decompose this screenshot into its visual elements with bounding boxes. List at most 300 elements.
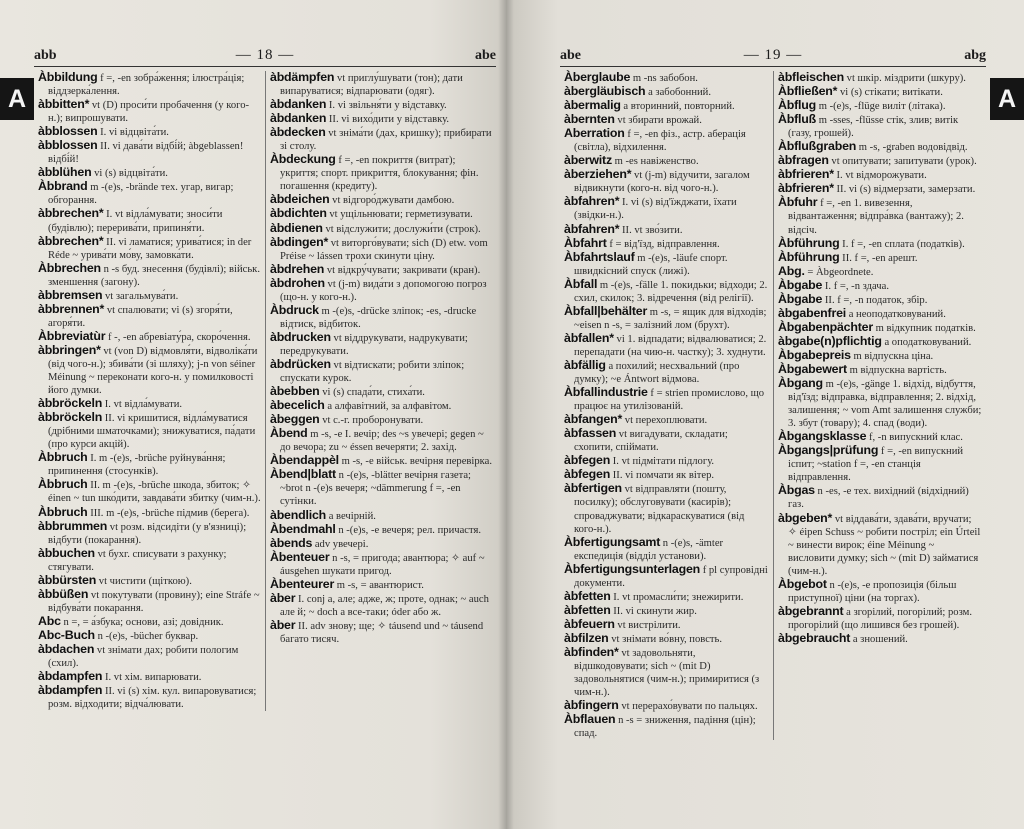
entry-headword: Àbdeckung: [270, 152, 336, 167]
entry-headword: àbgabe(n)pflichtig: [778, 333, 882, 348]
entry-definition: adv увечері.: [314, 538, 369, 550]
entry-headword: Àbbrand: [38, 179, 88, 194]
entry-definition: I. vt відла́мувати.: [104, 399, 183, 411]
entry-headword: àbblossen: [38, 138, 98, 153]
entry-definition: a неоподатковуваний.: [848, 308, 946, 320]
entry-headword: àbends: [270, 535, 313, 550]
entry-headword: àbfleischen: [778, 70, 844, 84]
entry-definition: vt віддрукувати, надрукувати; передрукувати.: [280, 332, 468, 357]
entry-definition: m -(e)s, -drücke зліпок; -es, -drucke відтиск, відбиток.: [280, 305, 477, 330]
column-right: [265, 71, 496, 711]
entry-headword: àberwitz: [564, 153, 612, 168]
entry-headword: àbbrummen: [38, 518, 108, 533]
page-number: — 18 —: [235, 47, 295, 63]
dictionary-entry: [270, 399, 492, 413]
dictionary-entry: [564, 454, 769, 468]
entry-definition: m -(e)s, -brände тех. угар, вигар; обгорання.: [48, 182, 234, 207]
dictionary-entry: [270, 619, 492, 646]
entry-definition: vt відтискати; робити зліпок; спускати курок.: [280, 359, 465, 385]
column-right: [773, 71, 986, 740]
dictionary-entry: [38, 411, 261, 451]
entry-definition: f -, -en абревіату́ра, скоро́чення.: [108, 331, 251, 343]
entry-headword: Àbbildung: [38, 70, 98, 84]
entry-definition: I. vt відморожувати.: [836, 170, 927, 182]
dictionary-entry: [38, 344, 261, 397]
thumb-index-tab: A: [990, 78, 1024, 120]
dictionary-entry: [778, 140, 982, 154]
dictionary-entry: [564, 646, 769, 699]
entry-definition: f, -n випускний клас.: [868, 432, 963, 444]
dictionary-entry: [564, 85, 769, 99]
entry-definition: f =, -en фіз., астр. аберація (світла), відхилення.: [574, 129, 746, 154]
entry-definition: a оподатковуваний.: [884, 336, 972, 348]
entry-headword: Àbendappèl: [270, 453, 339, 468]
entry-headword: Àbfahrtslauf: [564, 249, 635, 264]
entry-definition: f =, -en зобра́ження; ілюстра́ція; віддзерка́лення.: [48, 73, 245, 98]
entry-columns: [560, 71, 986, 740]
entry-headword: àbecelich: [270, 398, 325, 413]
dictionary-entry: [270, 71, 492, 98]
entry-headword: Àbfertigungsunterlagen: [564, 561, 701, 576]
entry-headword: àbgebraucht: [778, 630, 851, 645]
entry-definition: vt перерахо́вувати по пальцях.: [621, 701, 758, 713]
entry-headword: àbbröckeln: [38, 410, 103, 425]
entry-definition: n -(e)s, -bücher буквар.: [97, 630, 199, 642]
dictionary-entry: [270, 537, 492, 551]
dictionary-entry: [270, 112, 492, 126]
entry-definition: II. vi дава́ти відбі́й; àbgeblassen! відбі́й!: [48, 141, 244, 166]
entry-headword: àbbrechen*: [38, 206, 104, 221]
entry-headword: àbfinden*: [564, 644, 619, 659]
dictionary-entry: [778, 578, 982, 605]
dictionary-entry: [38, 139, 261, 166]
dictionary-entry: [38, 506, 261, 520]
dictionary-entry: [38, 643, 261, 670]
entry-definition: vt вигадувати, складати; схопити, спіймати.: [574, 429, 728, 454]
dictionary-entry: [778, 154, 982, 168]
entry-headword: àbendlich: [270, 507, 327, 522]
entry-headword: àber: [270, 617, 296, 632]
entry-definition: vt (j-m) вида́ти з допомогою погроз (що-н. у кого-н.).: [280, 278, 487, 303]
entry-definition: n -(e)s, -e пропозиція (більш приступної) ціни (на торгах).: [788, 579, 957, 604]
entry-headword: àbdrücken: [270, 356, 331, 371]
entry-headword: àbernten: [564, 112, 615, 127]
dictionary-entry: [270, 153, 492, 193]
entry-definition: I. vt промасли́ти; знежирити.: [613, 591, 744, 603]
entry-headword: àbdampfen: [38, 683, 103, 698]
entry-definition: m відпускна ціна.: [853, 350, 934, 362]
dictionary-entry: [270, 592, 492, 619]
dictionary-entry: [564, 127, 769, 154]
entry-definition: I. vt підмітати підлогу.: [612, 456, 715, 468]
entry-definition: n -es, -e тех. вихідний (відхідний) газ.: [788, 486, 969, 511]
dictionary-entry: [270, 578, 492, 592]
dictionary-entry: [38, 478, 261, 505]
entry-headword: àbfegen: [564, 453, 611, 468]
dictionary-entry: [38, 303, 261, 330]
dictionary-entry: [778, 444, 982, 484]
entry-headword: Àbgabe: [778, 277, 823, 292]
entry-definition: vt виторго́вувати; sich (D) etw. vom Préise ~ lássen трохи скинути ціну.: [280, 237, 488, 262]
page-header: [560, 44, 986, 67]
entry-definition: vt розм. відсидіти (у в'язниці); відбути (покарання).: [48, 521, 247, 546]
dictionary-entry: [270, 263, 492, 277]
entry-definition: vt опитувати; запитувати (урок).: [831, 156, 977, 168]
header-last-word: abg: [964, 48, 986, 63]
dictionary-entry: [778, 265, 982, 279]
entry-headword: àbdrucken: [270, 329, 331, 344]
dictionary-entry: [270, 222, 492, 236]
entry-definition: vt спалювати; vi (s) згоря́ти, агоря́ти.: [48, 304, 233, 329]
entry-headword: àbblossen: [38, 124, 98, 139]
entry-definition: a алфавітний, за алфавітом.: [327, 401, 452, 413]
entry-headword: àbeggen: [270, 412, 320, 427]
entry-definition: = Àbgeordnete.: [807, 266, 874, 278]
dictionary-entry: [38, 520, 261, 547]
dictionary-entry: [564, 427, 769, 454]
entry-headword: àbfahren*: [564, 194, 620, 209]
entry-headword: àbfeuern: [564, 616, 615, 631]
entry-definition: m відпускна вартість.: [849, 364, 947, 376]
entry-definition: f =, -en 1. вивезення, відвантаження; відпра́вка (вантажу); 2. відсіч.: [788, 198, 964, 236]
entry-definition: vi (s) стікати; витікати.: [839, 87, 943, 99]
entry-headword: Àbgang: [778, 376, 823, 391]
dictionary-entry: [270, 304, 492, 331]
entry-definition: I. vi звільня́ти у відставку.: [328, 100, 447, 112]
dictionary-entry: [564, 195, 769, 222]
dictionary-entry: [778, 293, 982, 307]
entry-definition: vt загальмува́ти.: [104, 290, 179, 302]
entry-headword: àbbröckeln: [38, 396, 103, 411]
entry-definition: vt (D) проси́ти пробачення (у кого-н.); випрошувати.: [48, 100, 250, 125]
dictionary-entry: [778, 307, 982, 321]
entry-definition: I. conj а, але; адже, ж; проте, однак; ~ auch але й; ~ doch а все-таки; óder або ж.: [280, 593, 489, 618]
column-left: [560, 71, 773, 740]
dictionary-entry: [38, 615, 261, 629]
entry-headword: àbermalig: [564, 98, 621, 113]
entry-headword: Àbfluß: [778, 112, 817, 127]
entry-headword: àbfegen: [564, 467, 611, 482]
dictionary-entry: [270, 385, 492, 399]
right-page: [506, 0, 1024, 829]
page-header: [34, 44, 496, 67]
entry-definition: n =, = а́збука; основи, азі; довідник.: [63, 616, 224, 628]
entry-definition: I. vi відцвіта́ти.: [100, 127, 169, 139]
entry-definition: m -(e)s, -läufe спорт. швидкісний спуск (лижі).: [574, 252, 728, 277]
entry-headword: àbfrieren*: [778, 167, 834, 182]
dictionary-entry: [564, 604, 769, 618]
dictionary-entry: [564, 113, 769, 127]
entry-definition: II. m -(e)s, -brüche шкода, збиток; ✧ éinen ~ tun шко́дити, завдава́ти збитку (чим-н.).: [48, 480, 261, 505]
entry-headword: Àbend|blatt: [270, 467, 336, 482]
dictionary-entry: [778, 484, 982, 511]
entry-headword: Àbbruch: [38, 504, 88, 519]
entry-headword: àbdämpfen: [270, 70, 335, 84]
dictionary-entry: [38, 330, 261, 344]
entry-definition: vt c.-г. проборонувати.: [322, 415, 424, 427]
entry-headword: àbfangen*: [564, 412, 623, 427]
entry-definition: n -(e)s, -ämter експедиція (відділ установи).: [574, 537, 724, 562]
dictionary-entry: [564, 278, 769, 305]
dictionary-entry: [778, 237, 982, 251]
entry-headword: àbfilzen: [564, 630, 609, 645]
entry-definition: m -es навіженство.: [614, 156, 699, 168]
column-left: [34, 71, 265, 711]
dictionary-entry: [38, 574, 261, 588]
entry-definition: a вторинний, повторний.: [623, 101, 735, 113]
entry-definition: II. vt зво́зити.: [622, 224, 683, 236]
header-last-word: abe: [475, 48, 496, 63]
entry-headword: Àbbrechen: [38, 260, 101, 275]
entry-headword: àbbürsten: [38, 572, 97, 587]
entry-definition: I. m -(e)s, -brüche руйнува́ння; припинення (стосунків).: [48, 453, 226, 478]
entry-definition: vi 1. відпадати; відвалюватися; 2. перепадати (на чию-н. частку); 3. худнути.: [574, 333, 767, 358]
entry-definition: vt збирати врожай.: [617, 115, 702, 127]
dictionary-entry: [564, 99, 769, 113]
entry-headword: àberziehen*: [564, 167, 632, 182]
entry-headword: àbdachen: [38, 641, 95, 656]
dictionary-entry: [778, 512, 982, 578]
entry-definition: a похилий; несхвальний (про думку); ~e Ántwort відмова.: [574, 360, 740, 386]
entry-headword: àbergläubisch: [564, 84, 646, 99]
entry-definition: a забобонний.: [648, 87, 711, 99]
entry-definition: II. vi вихо́дити у відставку.: [328, 114, 450, 126]
dictionary-entry: [778, 113, 982, 140]
entry-headword: àbbitten*: [38, 97, 90, 112]
entry-headword: Àbbruch: [38, 477, 88, 492]
entry-headword: Àbfall|behälter: [564, 303, 648, 318]
entry-definition: m -s, = авантюрист.: [336, 579, 424, 591]
entry-headword: Àbfall: [564, 276, 598, 291]
entry-headword: àbdienen: [270, 220, 323, 235]
dictionary-entry: [778, 71, 982, 85]
dictionary-entry: [270, 468, 492, 508]
dictionary-entry: [778, 196, 982, 236]
entry-headword: Àbfallindustrie: [564, 385, 648, 400]
entry-definition: vi (s) відцвіта́ти.: [94, 168, 168, 180]
entry-definition: vi (s) спада́ти, стиха́ти.: [322, 387, 425, 399]
dictionary-entry: [564, 468, 769, 482]
entry-definition: a згорілий, погорілий; розм. прогорілий (що лишився без грошей).: [788, 606, 972, 631]
entry-definition: vt (von D) відмовля́ти, відволіка́ти (від чого-н.); збива́ти (зі шляху); j-n von séiner Méinung ~ переконати кого-н. у помилковості його думки.: [48, 345, 258, 397]
dictionary-entry: [270, 551, 492, 578]
dictionary-entry: [38, 588, 261, 615]
dictionary-entry: [38, 451, 261, 478]
dictionary-entry: [270, 126, 492, 153]
book-spine-shadow: [498, 0, 514, 829]
entry-headword: Àbgabenpächter: [778, 319, 873, 334]
entry-headword: Àbfertigungsamt: [564, 534, 661, 549]
entry-headword: àbfrieren*: [778, 181, 834, 196]
entry-definition: vt шкір. міздрити (шкуру).: [846, 73, 966, 84]
entry-headword: àbgebrannt: [778, 603, 844, 618]
entry-headword: àbdingen*: [270, 234, 329, 249]
dictionary-entry: [778, 335, 982, 349]
entry-headword: Àbend: [270, 426, 308, 441]
entry-headword: Aberration: [564, 126, 625, 141]
entry-headword: àbbrechen*: [38, 233, 104, 248]
entry-headword: àbfingern: [564, 698, 619, 713]
entry-definition: m -sses, -flüsse стік, злив; витік (газу, грошей).: [788, 115, 959, 140]
dictionary-entry: [270, 277, 492, 304]
entry-definition: II. vi (s) хім. кул. випаровуватися; розм. відходити; відча́лювати.: [48, 686, 257, 711]
entry-definition: vt відкру́чувати; закривати (кран).: [326, 264, 481, 276]
entry-definition: vt ущільнювати; герметизувати.: [329, 209, 473, 221]
entry-definition: vt відправляти (пошту, посилку); обслуговувати (касирів); спроваджувати; відкараскуватися (від кого-н.).: [574, 484, 745, 535]
entry-definition: a зношений.: [852, 633, 908, 645]
entry-definition: m відкупник податків.: [875, 322, 976, 334]
entry-definition: vt вистрілити.: [617, 619, 681, 631]
entry-definition: I. vt хім. випарювати.: [104, 672, 202, 684]
entry-definition: f =, -en випускний іспит; ~station f =, -en станція відправлення.: [788, 446, 964, 484]
dictionary-entry: [38, 207, 261, 234]
dictionary-entry: [38, 98, 261, 125]
header-first-word: abe: [560, 48, 581, 63]
dictionary-entry: [778, 632, 982, 646]
entry-definition: m -(e)s, -flüge виліт (літака).: [818, 101, 946, 113]
entry-headword: Àbflug: [778, 98, 817, 113]
entry-headword: àbfetten: [564, 588, 611, 603]
entry-definition: II. vi (s) відмерзати, замерзати.: [836, 184, 976, 196]
dictionary-entry: [778, 377, 982, 430]
entry-definition: II. adv знову; ще; ✧ táusend und ~ táusend багато тисяч.: [280, 620, 484, 645]
entry-definition: vt відгоро́джувати дамбою.: [332, 195, 455, 207]
entry-headword: àbgabenfrei: [778, 305, 847, 320]
dictionary-entry: [564, 413, 769, 427]
dictionary-entry: [564, 168, 769, 195]
entry-headword: àbdanken: [270, 97, 327, 112]
dictionary-entry: [564, 359, 769, 386]
dictionary-entry: [778, 85, 982, 99]
entry-definition: m -(e)s, -fälle 1. покидьки; відходи; 2. схил, скилок; 3. відречення (від релігії).: [574, 279, 768, 304]
entry-definition: n -s = зниження, падіння (цін); спад.: [574, 715, 756, 740]
entry-headword: àbfetten: [564, 602, 611, 617]
dictionary-entry: [38, 670, 261, 684]
dictionary-entry: [564, 154, 769, 168]
dictionary-entry: [270, 331, 492, 358]
entry-headword: àbblühen: [38, 165, 92, 180]
entry-definition: II. vi помчати як вітер.: [612, 470, 715, 482]
entry-headword: Àbendmahl: [270, 521, 336, 536]
entry-definition: m -s, -e військ. вечірня перевірка.: [341, 456, 492, 468]
entry-headword: àbfassen: [564, 426, 617, 441]
dictionary-entry: [778, 321, 982, 335]
entry-definition: m -ns забобон.: [632, 73, 698, 84]
entry-headword: àbfahren*: [564, 221, 620, 236]
entry-definition: n -(e)s, -e вечеря; рел. причастя.: [338, 524, 481, 536]
entry-headword: Àbflußgraben: [778, 139, 857, 154]
dictionary-entry: [564, 305, 769, 332]
dictionary-entry: [38, 547, 261, 574]
entry-headword: Àbenteurer: [270, 576, 335, 591]
entry-headword: Abc-Buch: [38, 627, 95, 642]
dictionary-entry: [270, 523, 492, 537]
entry-headword: àbbremsen: [38, 287, 103, 302]
entry-headword: Àbgas: [778, 483, 815, 498]
entry-headword: Àbenteuer: [270, 549, 330, 564]
dictionary-entry: [778, 363, 982, 377]
entry-headword: Àbfuhr: [778, 195, 818, 210]
entry-definition: I. f =, -n здача.: [824, 280, 889, 292]
dictionary-entry: [564, 223, 769, 237]
entry-columns: [34, 71, 496, 711]
entry-definition: m -s, -e I. вечір; des ~s увечері; gegen ~ до вечора; zu ~ éssen вечеряти; 2. захід.: [280, 429, 484, 454]
dictionary-entry: [778, 168, 982, 182]
entry-headword: Àbflauen: [564, 712, 616, 727]
entry-headword: àbdrohen: [270, 275, 325, 290]
dictionary-entry: [270, 236, 492, 263]
entry-headword: Àbführung: [778, 235, 840, 250]
entry-definition: m -s, -graben водовідвід.: [858, 142, 968, 154]
entry-definition: vt приглу́шувати (тон); дати випаруватися; відпарювати (одяг).: [280, 73, 463, 98]
dictionary-entry: [270, 207, 492, 221]
entry-headword: Àbbruch: [38, 450, 88, 465]
entry-headword: àbdeichen: [270, 192, 330, 207]
entry-definition: I. vi (s) від'їжджати, їхати (звідки-н.).: [574, 197, 737, 222]
dictionary-entry: [38, 235, 261, 262]
page-number: — 19 —: [743, 47, 803, 63]
dictionary-entry: [564, 713, 769, 740]
entry-headword: àbdampfen: [38, 669, 103, 684]
entry-headword: Àbgabepreis: [778, 347, 851, 362]
dictionary-entry: [564, 71, 769, 85]
entry-headword: Àbgebot: [778, 576, 827, 591]
entry-definition: II. vi ламатися; урива́тися; in der Réde ~ урива́ти мо́ву, замовка́ти.: [48, 236, 252, 261]
entry-definition: n -(e)s, -blätter вечірня газета; ~brot n -(e)s вечеря; ~dämmerung f =, -en сутінки.: [280, 470, 471, 508]
dictionary-entry: [38, 629, 261, 643]
dictionary-entry: [564, 237, 769, 251]
dictionary-entry: [270, 193, 492, 207]
entry-definition: II. f =, -en арешт.: [842, 252, 918, 264]
dictionary-entry: [564, 482, 769, 535]
entry-headword: àbbringen*: [38, 342, 101, 357]
entry-definition: n -s буд. знесення (будівлі); військ. зменшення (загону).: [48, 263, 260, 288]
entry-headword: àbfällig: [564, 357, 606, 372]
entry-headword: àbfallen*: [564, 330, 614, 345]
entry-definition: II. vi скинути жир.: [613, 605, 697, 617]
entry-headword: Àberglaube: [564, 70, 631, 84]
dictionary-entry: [270, 358, 492, 385]
dictionary-entry: [38, 684, 261, 711]
entry-definition: II. vi кришитися, відла́муватися (дрібними шматочками); знижуватися, па́дати (про курси акцій).: [48, 413, 256, 451]
entry-headword: Àbgangsklasse: [778, 429, 867, 444]
entry-headword: àbdichten: [270, 206, 327, 221]
entry-headword: àbbuchen: [38, 545, 95, 560]
entry-headword: àbgeben*: [778, 510, 833, 525]
entry-headword: Àbfahrt: [564, 235, 607, 250]
entry-headword: àbdanken: [270, 111, 327, 126]
entry-headword: Abc: [38, 613, 61, 628]
dictionary-entry: [38, 125, 261, 139]
entry-headword: Àbfließen*: [778, 84, 838, 99]
entry-definition: vt зніма́ти (дах, кришку); прибирати зі столу.: [280, 128, 492, 153]
entry-definition: vt знімати дах; робити пологим (схил).: [48, 644, 239, 670]
dictionary-entry: [778, 279, 982, 293]
dictionary-entry: [564, 632, 769, 646]
dictionary-entry: [564, 563, 769, 590]
entry-headword: Àbgabewert: [778, 361, 847, 376]
entry-definition: vt покутувати (провину); eine Stráfe ~ відбува́ти покарання.: [48, 589, 260, 614]
entry-headword: Àbgangs|prüfung: [778, 443, 879, 458]
dictionary-entry: [778, 251, 982, 265]
left-page: [0, 0, 506, 829]
dictionary-entry: [38, 397, 261, 411]
entry-definition: m -(e)s, -gänge 1. відхід, відбуття, від'їзд; відправка, відправлення; 2. відхід, залишення; ~ vom Amt залишення служби; 3. збут (товару); 4. спад (води).: [788, 379, 982, 430]
entry-headword: àbbrennen*: [38, 301, 105, 316]
dictionary-entry: [270, 427, 492, 454]
dictionary-entry: [564, 251, 769, 278]
dictionary-entry: [564, 332, 769, 359]
